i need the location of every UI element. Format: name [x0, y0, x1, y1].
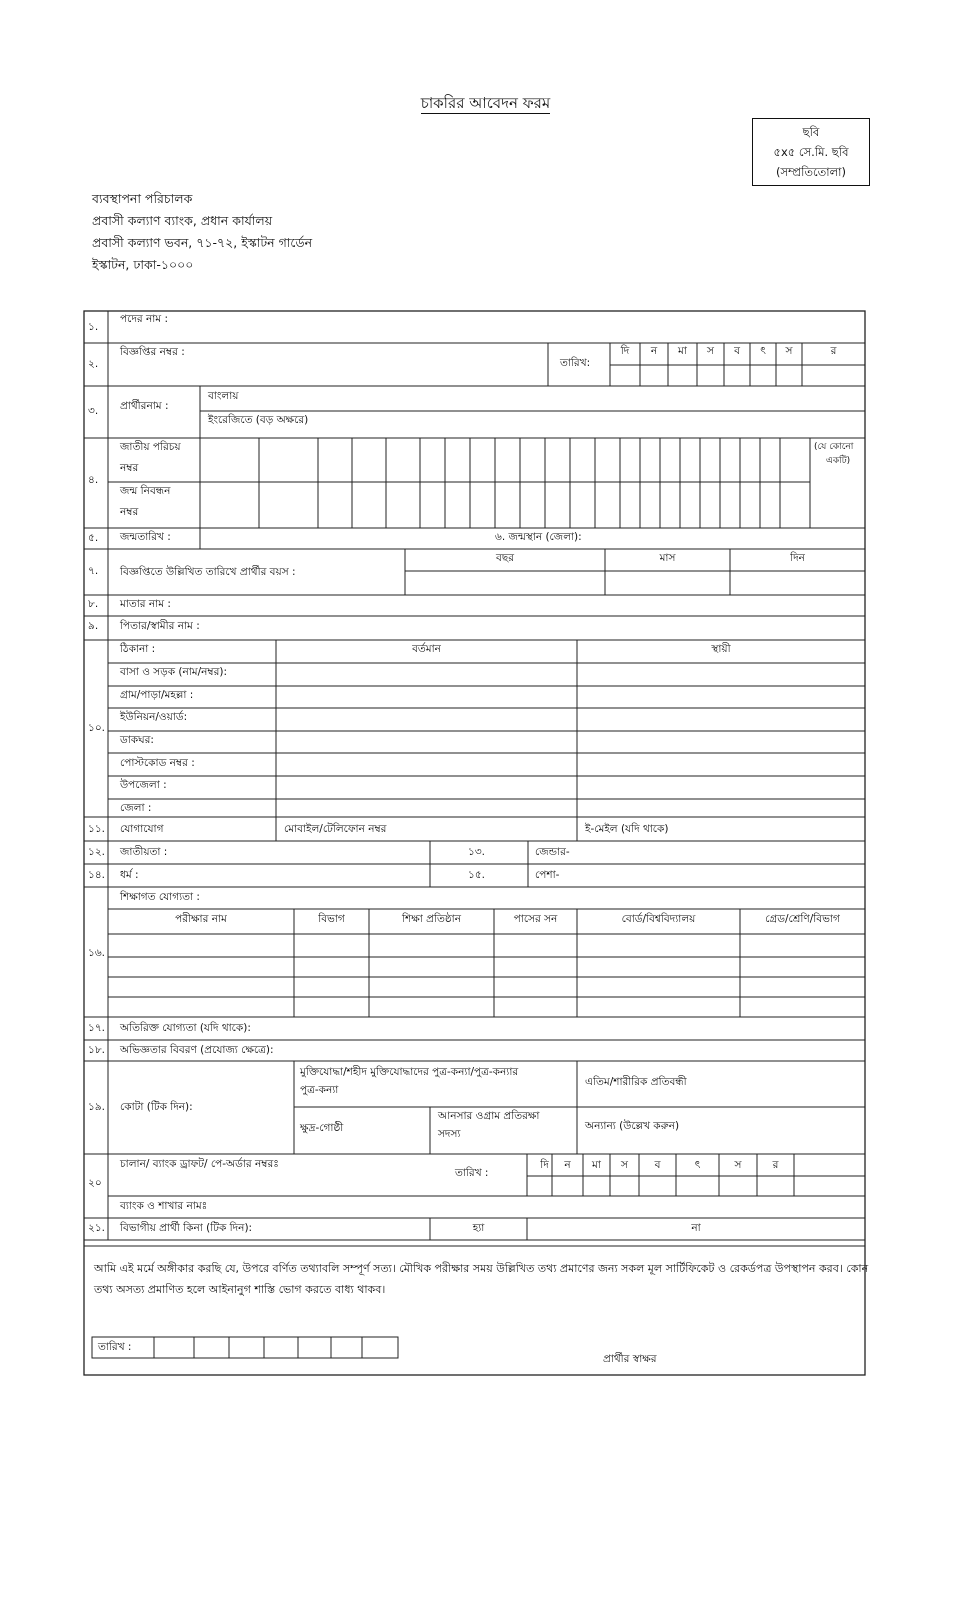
any-one-note: (যে কোনো — [814, 442, 854, 452]
age-label: বিজ্ঞপ্তিতে উল্লিখিত তারিখে প্রার্থীর বয়স : — [120, 566, 296, 578]
departmental-label: বিভাগীয় প্রার্থী কিনা (টিক দিন): — [120, 1222, 253, 1234]
circular-date-letter: র — [830, 345, 837, 357]
row-number: ১২. — [88, 846, 105, 858]
circular-date-letter: মা — [678, 345, 687, 357]
mother-name-label: মাতার নাম : — [120, 598, 171, 610]
address-label: ঠিকানা : — [120, 643, 156, 655]
birthplace-label: ৬. জন্মস্থান (জেলা): — [495, 531, 582, 543]
row-number: ১১. — [88, 823, 105, 835]
ethnic-quota: ক্ষুদ্র-গোষ্ঠী — [300, 1122, 344, 1134]
row-number: ৪. — [88, 474, 99, 486]
row-number: ১০. — [88, 722, 105, 734]
house-road-label: বাসা ও সড়ক (নাম/নম্বর): — [120, 666, 228, 678]
freedom-fighter-quota: মুক্তিযোদ্ধা/শহীদ মুক্তিযোদ্ধাদের পুত্র-কন্যা/পুত্র-কন্যার — [300, 1066, 519, 1078]
post-office-label: ডাকঘর: — [120, 734, 154, 746]
nationality-label: জাতীয়তা : — [120, 846, 168, 858]
orphan-quota: এতিম/শারীরিক প্রতিবন্ধী — [585, 1076, 687, 1088]
post-name-label: পদের নাম : — [120, 313, 168, 325]
circular-date-label: তারিখ: — [560, 357, 591, 369]
nid-label: জাতীয় পরিচয় — [120, 441, 181, 453]
circular-date-letter: ৎ — [760, 345, 766, 357]
challan-date-letter: ন — [564, 1159, 571, 1171]
challan-date-letter: স — [734, 1159, 742, 1171]
freedom-fighter-quota: পুত্র-কন্যা — [300, 1084, 339, 1096]
item-15: ১৫. — [468, 869, 485, 881]
bank-label: ব্যাংক ও শাখার নামঃ — [120, 1200, 208, 1212]
row-number: ৩. — [88, 405, 99, 417]
dob-label: জন্মতারিখ : — [120, 531, 171, 543]
circular-date-letter: স — [707, 345, 714, 357]
education-header: গ্রেড/শ্রেণি/বিভাগ — [765, 913, 840, 925]
experience-label: অভিজ্ঞতার বিবরণ (প্রযোজ্য ক্ষেত্রে): — [120, 1044, 274, 1056]
no-option: না — [691, 1222, 701, 1234]
photo-label: ছবি — [802, 125, 820, 139]
challan-date-letter: ব — [654, 1159, 661, 1171]
row-number: ২১. — [88, 1222, 105, 1234]
row-number: ১৬. — [88, 947, 105, 959]
circular-date-letter: ন — [650, 345, 658, 357]
nid-label: নম্বর — [120, 462, 139, 474]
challan-date-letter: ৎ — [694, 1159, 701, 1171]
row-number: ১৪. — [88, 869, 105, 881]
row-number: ৯. — [88, 620, 99, 632]
challan-date-letter: র — [772, 1159, 779, 1171]
challan-label: চালান/ ব্যাংক ড্রাফট/ পে-অর্ডার নম্বরঃ — [120, 1158, 279, 1170]
photo-size: ৫x৫ সে.মি. ছবি — [773, 145, 849, 159]
ansar-quota: আনসার ওগ্রাম প্রতিরক্ষা — [438, 1110, 540, 1122]
row-number: ৭. — [88, 565, 99, 577]
mobile-label: মোবাইল/টেলিফোন নম্বর — [284, 823, 387, 835]
signature-label: প্রার্থীর স্বাক্ষর — [603, 1353, 657, 1365]
education-header: বিভাগ — [318, 913, 345, 925]
name-bangla-label: বাংলায় — [208, 390, 239, 402]
post-code-label: পোস্টকোড নম্বর : — [120, 757, 195, 769]
circular-no-label: বিজ্ঞপ্তির নম্বর : — [120, 346, 185, 358]
ansar-quota: সদস্য — [438, 1128, 461, 1140]
challan-date-letter: স — [621, 1159, 628, 1171]
name-english-label: ইংরেজিতে (বড় অক্ষরে) — [208, 414, 309, 426]
sign-date-label: তারিখ : — [98, 1341, 132, 1353]
challan-date-label: তারিখ : — [455, 1167, 489, 1179]
row-number: ২০ — [88, 1177, 102, 1189]
row-number: ২. — [88, 358, 99, 370]
age-year-label: বছর — [496, 552, 514, 564]
row-number: ১৯. — [88, 1101, 105, 1113]
occupation-label: পেশা- — [535, 869, 560, 881]
age-day-label: দিন — [790, 552, 805, 564]
gender-label: জেন্ডার- — [535, 846, 570, 858]
addressee-line: প্রবাসী কল্যাণ ব্যাংক, প্রধান কার্যালয় — [92, 213, 273, 228]
row-number: ১৭. — [88, 1022, 105, 1034]
row-number: ৫. — [88, 532, 99, 544]
circular-date-letter: ব — [734, 345, 740, 357]
union-label: ইউনিয়ন/ওয়ার্ড: — [120, 711, 188, 723]
religion-label: ধর্ম : — [120, 869, 139, 881]
addressee-line: ইস্কাটন, ঢাকা-১০০০ — [92, 257, 194, 272]
any-one-note: একটি) — [826, 456, 851, 466]
quota-label: কোটা (টিক দিন): — [120, 1101, 193, 1113]
education-label: শিক্ষাগত যোগ্যতা : — [120, 891, 200, 903]
education-header: পাসের সন — [513, 913, 558, 925]
declaration: আমি এই মর্মে অঙ্গীকার করছি যে, উপরে বর্ণিত তথ্যাবলি সম্পূর্ণ সত্য। মৌখিক পরীক্ষার সময় উল্লিখিত তথ্য প্রমাণের জন্য সকল মূল সার্টিফিকেট ও রেকর্ডপত্র উপস্থাপন করব। কোন তথ্য অসত্য প্রমাণিত হলে আইনানুগ শাস্তি ভোগ করতে বাধ্য থাকব। — [94, 1262, 869, 1296]
father-name-label: পিতার/স্বামীর নাম : — [120, 620, 200, 632]
item-13: ১৩. — [468, 846, 485, 858]
grid-box — [92, 1337, 398, 1358]
yes-option: হ্যা — [472, 1222, 485, 1234]
extra-qualification-label: অতিরিক্ত যোগ্যতা (যদি থাকে): — [120, 1022, 251, 1034]
birth-reg-label: জন্ম নিবন্ধন — [120, 485, 171, 497]
village-label: গ্রাম/পাড়া/মহল্লা : — [120, 689, 194, 701]
addressee-line: প্রবাসী কল্যাণ ভবন, ৭১-৭২, ইস্কাটন গার্ডেন — [92, 235, 313, 250]
circular-date-letter: স — [785, 345, 793, 357]
challan-date-letter: দি — [540, 1159, 549, 1171]
applicant-name-label: প্রার্থীরনাম : — [120, 400, 169, 412]
birth-reg-label: নম্বর — [120, 506, 139, 518]
education-header: পরীক্ষার নাম — [175, 913, 227, 925]
row-number: ৮. — [88, 598, 99, 610]
present-address-label: বর্তমান — [412, 643, 441, 655]
challan-date-letter: মা — [592, 1159, 601, 1171]
email-label: ই-মেইল (যদি থাকে) — [585, 823, 669, 835]
other-quota: অন্যান্য (উল্লেখ করুন) — [585, 1120, 680, 1132]
row-number: ১. — [88, 321, 99, 333]
addressee-line: ব্যবস্থাপনা পরিচালক — [92, 191, 193, 206]
permanent-address-label: স্থায়ী — [711, 643, 731, 655]
education-header: বোর্ড/বিশ্ববিদ্যালয় — [621, 913, 696, 925]
grid-box — [84, 311, 865, 1375]
age-month-label: মাস — [659, 552, 676, 564]
upazila-label: উপজেলা : — [120, 779, 167, 791]
photo-note: (সম্প্রতিতোলা) — [775, 165, 846, 179]
education-header: শিক্ষা প্রতিষ্ঠান — [402, 913, 461, 925]
circular-date-letter: দি — [620, 345, 630, 357]
contact-label: যোগাযোগ — [120, 823, 164, 835]
row-number: ১৮. — [88, 1044, 105, 1056]
form-title: চাকরির আবেদন ফরম — [420, 94, 551, 112]
district-label: জেলা : — [120, 802, 152, 814]
